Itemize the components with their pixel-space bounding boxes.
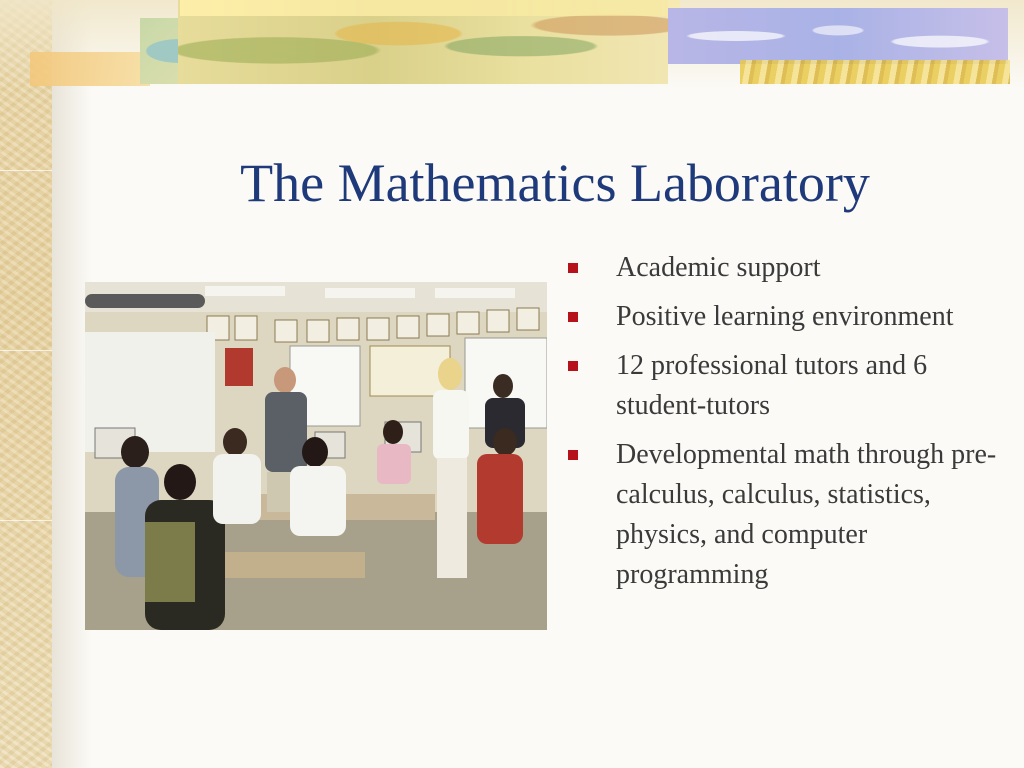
slide-title: The Mathematics Laboratory — [240, 153, 870, 213]
bullet-item — [566, 248, 1006, 288]
square-bullet-icon — [568, 361, 578, 371]
bullet-text: Positive learning environment — [616, 301, 954, 332]
classroom-photo — [85, 282, 547, 630]
bullet-item — [566, 346, 1006, 426]
bullet-list — [566, 248, 1006, 604]
banner-tile — [740, 60, 1010, 84]
strip-seam — [0, 350, 52, 351]
banner-tile — [30, 52, 150, 86]
square-bullet-icon — [568, 263, 578, 273]
square-bullet-icon — [568, 312, 578, 322]
banner-tile — [668, 8, 1008, 64]
bullet-text: Developmental math through pre-calculus, calculus, statistics, physics, and computer programming — [616, 439, 997, 590]
square-bullet-icon — [568, 450, 578, 460]
bullet-item — [566, 297, 1006, 337]
top-decorative-banner — [0, 0, 1024, 90]
banner-tile — [180, 0, 680, 16]
strip-seam — [0, 520, 52, 521]
strip-seam — [0, 170, 52, 171]
bullet-text: Academic support — [616, 252, 821, 283]
bullet-text: 12 professional tutors and 6 student-tutors — [616, 350, 928, 421]
bullet-item — [566, 435, 1006, 595]
left-decorative-strip — [0, 0, 52, 768]
